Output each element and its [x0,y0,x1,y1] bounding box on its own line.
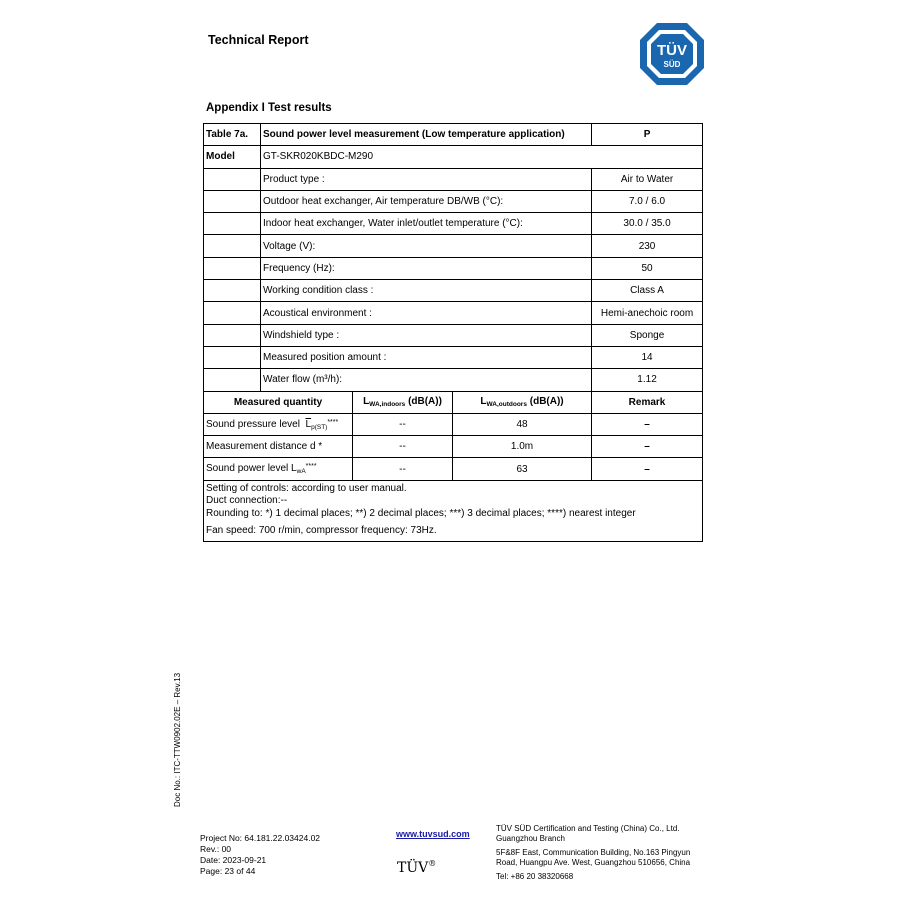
table-row [204,369,703,391]
sound-power-remark: – [592,458,703,480]
table-row [204,413,703,435]
table-row [204,324,703,346]
model-value: GT-SKR020KBDC-M290 [261,146,703,168]
param-value: 1.12 [592,369,703,391]
sound-pressure-remark: – [592,413,703,435]
address-line: Road, Huangpu Ave. West, Guangzhou 510656, China [496,858,691,867]
param-label: Voltage (V): [261,235,592,257]
table-row [204,235,703,257]
table-title: Sound power level measurement (Low temperature application) [261,124,592,146]
param-value: 50 [592,257,703,279]
distance-label: Measurement distance d * [204,436,353,458]
appendix-title: Appendix I Test results [206,102,332,114]
distance-outdoor: 1.0m [453,436,592,458]
param-label: Outdoor heat exchanger, Air temperature DB/WB (°C): [261,190,592,212]
sound-pressure-indoor: -- [353,413,453,435]
sound-pressure-label: Sound pressure level $\overline{L}_{p(ST)}^{****}$ [204,413,353,435]
param-value: Hemi-anechoic room [592,302,703,324]
measured-quantity-header: Measured quantity [204,391,353,413]
table-row [204,168,703,190]
param-value: 230 [592,235,703,257]
table-row [204,257,703,279]
logo-subtext: SÜD [663,60,681,69]
doc-number: Doc No.: ITC-TTW0902.02E – Rev.13 [173,672,182,807]
table-notes [204,480,703,541]
outdoor-column-header: $L_{WA,outdoors}$ (dB(A)) [453,391,592,413]
note-line: Fan speed: 700 r/min, compressor frequency: 73Hz. [206,525,437,537]
report-date: Date: 2023-09-21 [200,855,267,865]
table-title-row [204,124,703,146]
param-label: Windshield type : [261,324,592,346]
table-id: Table 7a. [204,124,261,146]
param-value: 7.0 / 6.0 [592,190,703,212]
table-row [204,302,703,324]
footer-project-info [200,833,320,877]
project-number: Project No: 64.181.22.03424.02 [200,833,321,843]
table-row [204,190,703,212]
param-label: Product type : [261,168,592,190]
sound-power-label: Sound power level $L_{wA}^{****}$ [204,458,353,480]
model-label: Model [204,146,261,168]
param-label: Working condition class : [261,280,592,302]
param-label: Frequency (Hz): [261,257,592,279]
footer-brand: TÜV® [397,859,437,876]
note-line: Duct connection:-- [206,495,288,507]
website-link[interactable]: www.tuvsud.com [396,829,470,839]
param-label: Measured position amount : [261,346,592,368]
sound-pressure-outdoor: 48 [453,413,592,435]
measurement-header-row [204,391,703,413]
table-row [204,436,703,458]
param-label: Acoustical environment : [261,302,592,324]
sound-power-outdoor: 63 [453,458,592,480]
sound-power-table [203,123,703,542]
footer-company-info [496,824,690,882]
note-line: Rounding to: *) 1 decimal places; **) 2 decimal places; ***) 3 decimal places; ****) nearest integer [206,507,636,519]
table-row [204,280,703,302]
param-value: Sponge [592,324,703,346]
page-number: Page: 23 of 44 [200,866,256,876]
indoor-column-header: $L_{WA,indoors}$ (dB(A)) [353,391,453,413]
table-row [204,458,703,480]
company-name: TÜV SÜD Certification and Testing (China) Co., Ltd. [496,824,680,833]
table-verdict: P [592,124,703,146]
distance-remark: – [592,436,703,458]
telephone: Tel: +86 20 38320668 [496,872,574,881]
tuv-sud-logo [639,22,705,86]
address-line: 5F&8F East, Communication Building, No.163 Pingyun [496,848,691,857]
param-value: 30.0 / 35.0 [592,213,703,235]
note-line: Setting of controls: according to user manual. [206,482,407,494]
param-value: 14 [592,346,703,368]
distance-indoor: -- [353,436,453,458]
logo-text: TÜV [657,42,687,59]
remark-column-header: Remark [592,391,703,413]
branch-name: Guangzhou Branch [496,834,565,843]
notes-row [204,480,703,541]
sound-power-indoor: -- [353,458,453,480]
table-row [204,346,703,368]
report-title: Technical Report [208,33,309,47]
param-label: Indoor heat exchanger, Water inlet/outlet temperature (°C): [261,213,592,235]
param-value: Air to Water [592,168,703,190]
param-label: Water flow (m³/h): [261,369,592,391]
table-row [204,213,703,235]
model-row [204,146,703,168]
param-value: Class A [592,280,703,302]
revision: Rev.: 00 [200,844,232,854]
